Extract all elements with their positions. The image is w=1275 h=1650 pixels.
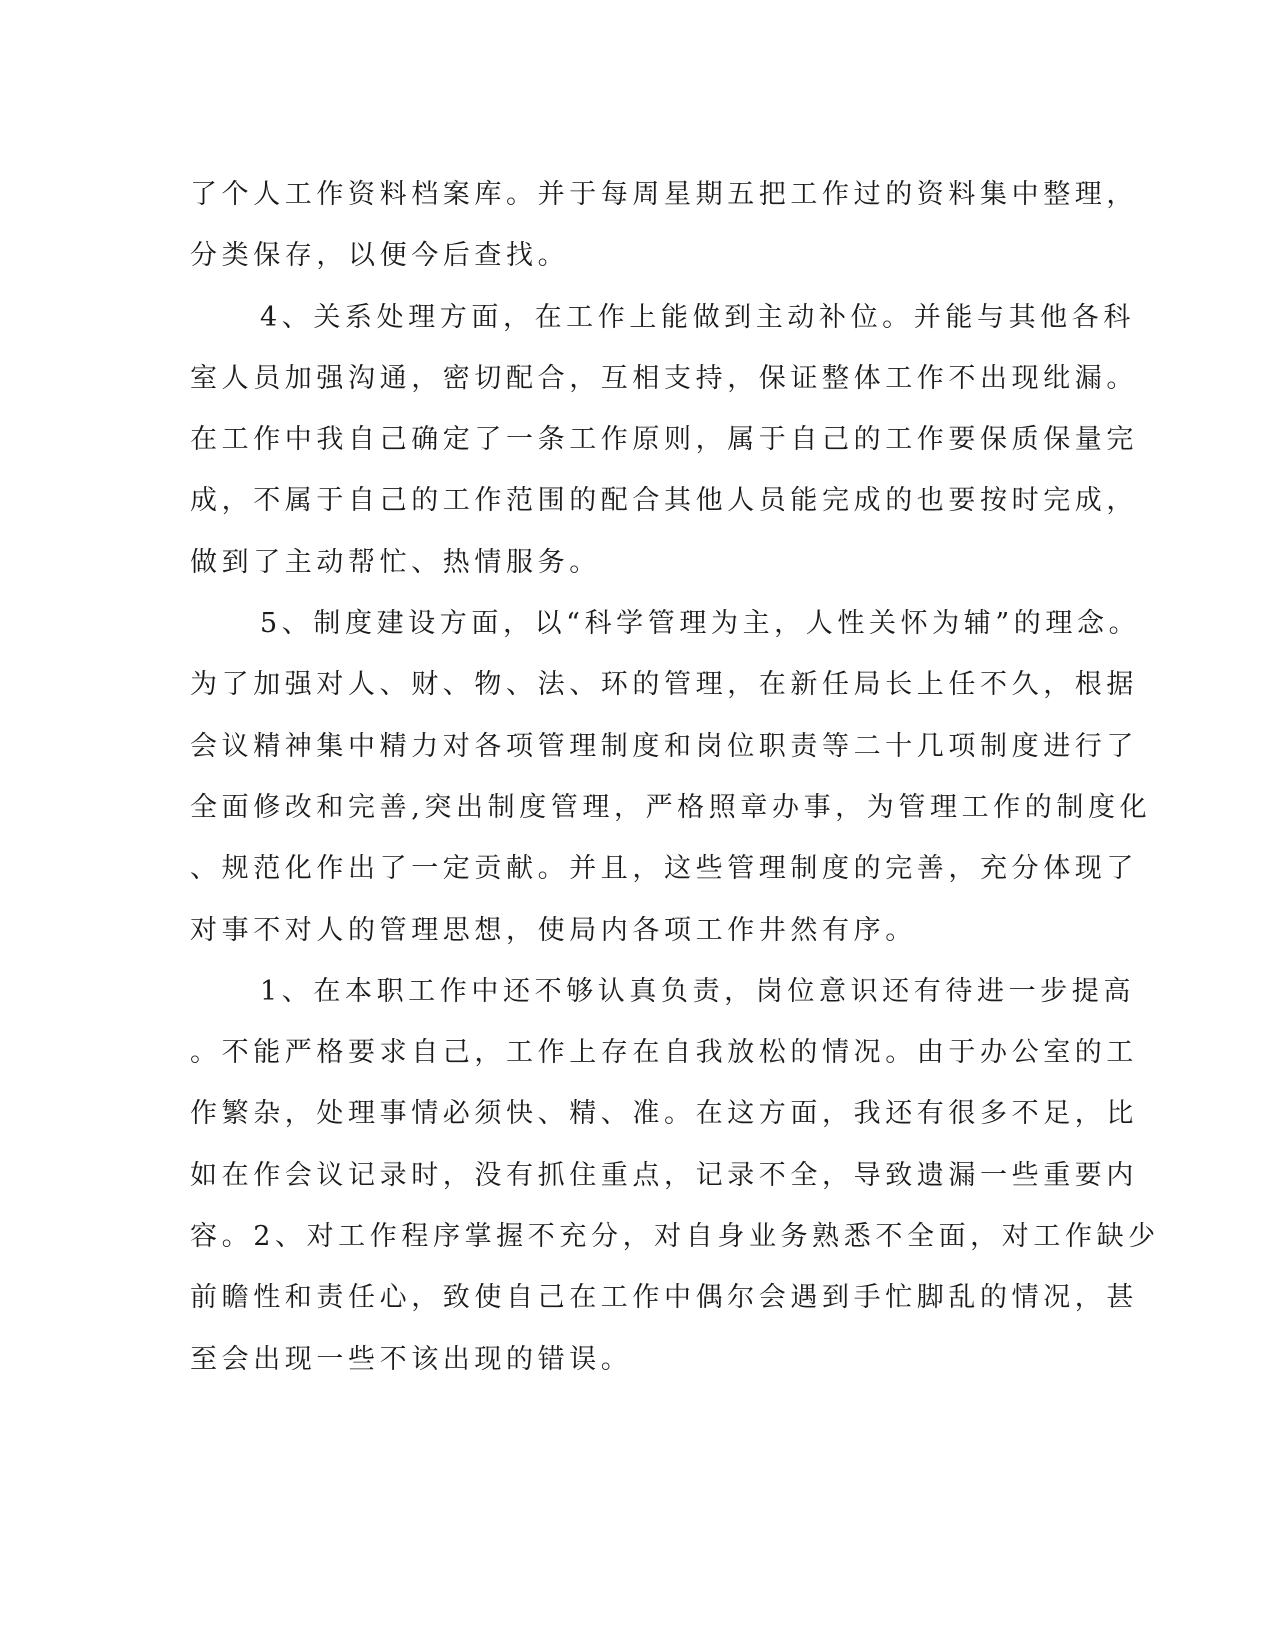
text-line: 作繁杂，处理事情必须快、精、准。在这方面，我还有很多不足，比 bbox=[190, 1098, 1138, 1130]
text-line: 容。2、对工作程序掌握不充分，对自身业务熟悉不全面，对工作缺少 bbox=[190, 1221, 1160, 1253]
text-line: 5、制度建设方面，以“科学管理为主，人性关怀为辅”的理念。 bbox=[260, 608, 1141, 640]
text-line: 成，不属于自己的工作范围的配合其他人员能完成的也要按时完成， bbox=[190, 485, 1138, 517]
text-line: 。不能严格要求自己，工作上存在自我放松的情况。由于办公室的工 bbox=[190, 1037, 1138, 1069]
text-line: 4、关系处理方面，在工作上能做到主动补位。并能与其他各科 bbox=[260, 301, 1135, 333]
text-line: 做到了主动帮忙、热情服务。 bbox=[190, 546, 601, 578]
text-line: 1、在本职工作中还不够认真负责，岗位意识还有待进一步提高 bbox=[260, 975, 1135, 1007]
text-line: 了个人工作资料档案库。并于每周星期五把工作过的资料集中整理， bbox=[190, 179, 1138, 210]
document-body bbox=[190, 164, 1160, 1390]
text-line: 室人员加强沟通，密切配合，互相支持，保证整体工作不出现纰漏。 bbox=[190, 362, 1138, 394]
text-line: 分类保存，以便今后查找。 bbox=[190, 240, 570, 272]
text-line: 全面修改和完善,突出制度管理，严格照章办事，为管理工作的制度化 bbox=[190, 791, 1152, 823]
text-line: 前瞻性和责任心，致使自己在工作中偶尔会遇到手忙脚乱的情况，甚 bbox=[190, 1282, 1138, 1314]
text-line: 对事不对人的管理思想，使局内各项工作井然有序。 bbox=[190, 914, 917, 946]
text-line: 会议精神集中精力对各项管理制度和岗位职责等二十几项制度进行了 bbox=[190, 730, 1138, 762]
text-line: 、规范化作出了一定贡献。并且，这些管理制度的完善，充分体现了 bbox=[190, 853, 1138, 885]
text-line: 如在作会议记录时，没有抓住重点，记录不全，导致遗漏一些重要内 bbox=[190, 1159, 1138, 1191]
text-line: 在工作中我自己确定了一条工作原则，属于自己的工作要保质保量完 bbox=[190, 424, 1138, 456]
text-line: 为了加强对人、财、物、法、环的管理，在新任局长上任不久，根据 bbox=[190, 669, 1138, 701]
text-line: 至会出现一些不该出现的错误。 bbox=[190, 1343, 633, 1375]
